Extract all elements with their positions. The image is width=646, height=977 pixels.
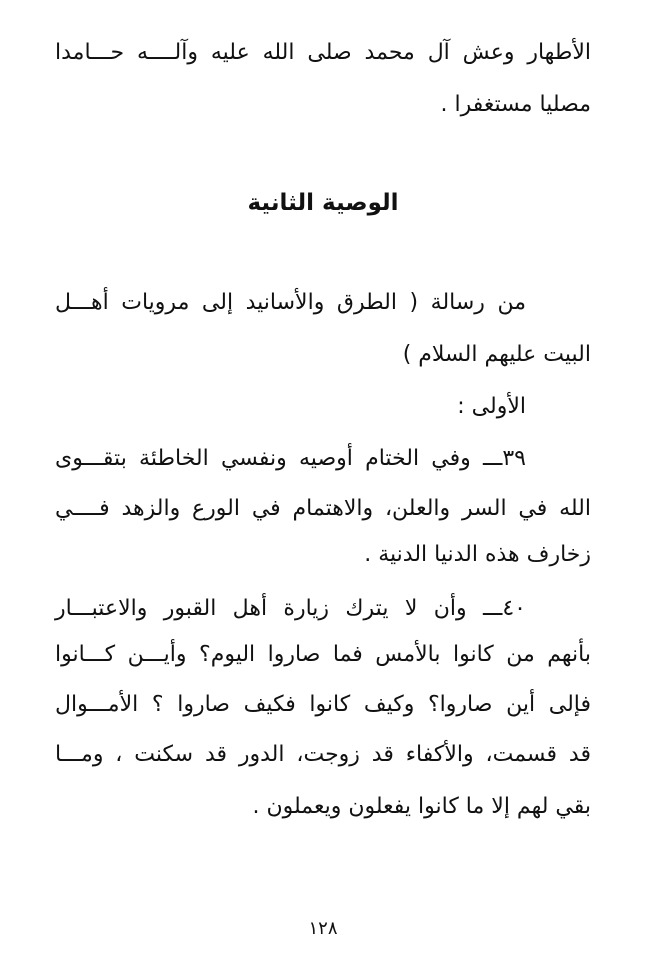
text-line: بأنهم من كانوا بالأمس فما صاروا اليوم؟ وأيـــن كـــانوا: [55, 642, 591, 667]
text-line: الله في السر والعلن، والاهتمام في الورع والزهد فــــي: [55, 496, 591, 521]
text-line: الأطهار وعش آل محمد صلى الله عليه وآلــــه حـــامدا: [55, 40, 591, 65]
subheading: الأولى :: [457, 394, 526, 419]
text-line: من رسالة ( الطرق والأسانيد إلى مرويات أهـــل: [55, 290, 526, 315]
text-line: بقي لهم إلا ما كانوا يفعلون ويعملون .: [252, 794, 591, 819]
text-line: ٣٩ـــ وفي الختام أوصيه ونفسي الخاطئة بتقـــوى: [55, 446, 526, 471]
text-line: فإلى أين صاروا؟ وكيف كانوا فكيف صاروا ؟ الأمـــوال: [55, 692, 591, 717]
page-number: ١٢٨: [308, 918, 338, 939]
text-line: قد قسمت، والأكفاء قد زوجت، الدور قد سكنت ، ومـــا: [55, 742, 591, 767]
text-line: زخارف هذه الدنيا الدنية .: [364, 542, 591, 567]
text-line: البيت عليهم السلام ): [402, 342, 591, 367]
text-line: ٤٠ـــ وأن لا يترك زيارة أهل القبور والاعتبـــار: [55, 596, 526, 621]
section-heading: الوصية الثانية: [247, 190, 399, 216]
text-line: مصليا مستغفرا .: [440, 92, 591, 117]
